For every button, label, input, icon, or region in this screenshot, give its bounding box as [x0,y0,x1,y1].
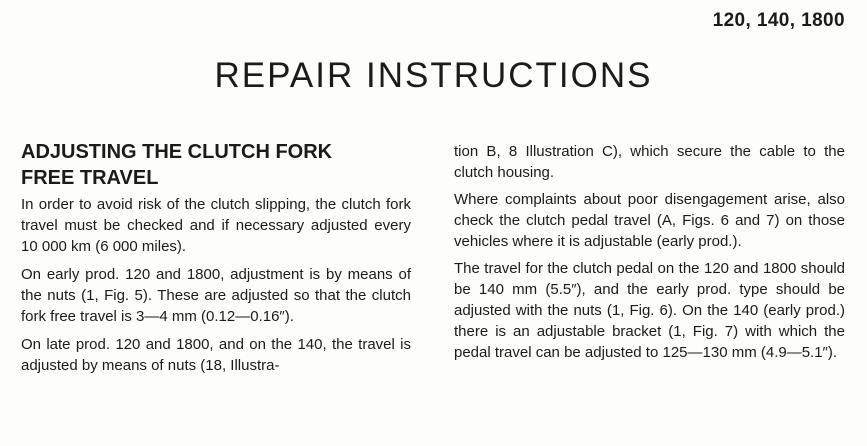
section-heading-line-1: ADJUSTING THE CLUTCH FORK [21,141,333,163]
model-numbers-header: 120, 140, 1800 [712,10,845,31]
section-heading-line-2: FREE TRAVEL [21,167,159,189]
paragraph-late-prod-adjustment: On late prod. 120 and 1800, and on the 140, the travel is adjusted by means of nuts (18, Illustra- [21,336,411,374]
section-heading [21,139,411,191]
left-column [21,139,411,376]
paragraph-service-interval: In order to avoid risk of the clutch slipping, the clutch fork travel must be checked and if necessary adjusted every 10 000 km (6 000 miles). [21,196,411,255]
right-column [454,141,845,369]
paragraph-cable-continuation: tion B, 8 Illustration C), which secure the cable to the clutch housing. [454,143,845,181]
paragraph-pedal-travel: The travel for the clutch pedal on the 120 and 1800 should be 140 mm (5.5″), and the early prod. type should be adjusted with the nuts (1, Fig. 6). On the 140 (early prod.) there is an adjustable bracket (1, Fig. 7) with which the pedal travel can be adjusted to 125—130 mm (4.9—5.1″). [454,260,845,361]
page-title: REPAIR INSTRUCTIONS [214,56,653,95]
paragraph-disengagement-check: Where complaints about poor disengagement arise, also check the clutch pedal travel (A, Figs. 6 and 7) on those vehicles where it is adjustable (early prod.). [454,191,845,250]
paragraph-early-prod-adjustment: On early prod. 120 and 1800, adjustment is by means of the nuts (1, Fig. 5). These are adjusted so that the clutch fork free travel is 3—4 mm (0.12—0.16″). [21,266,411,325]
